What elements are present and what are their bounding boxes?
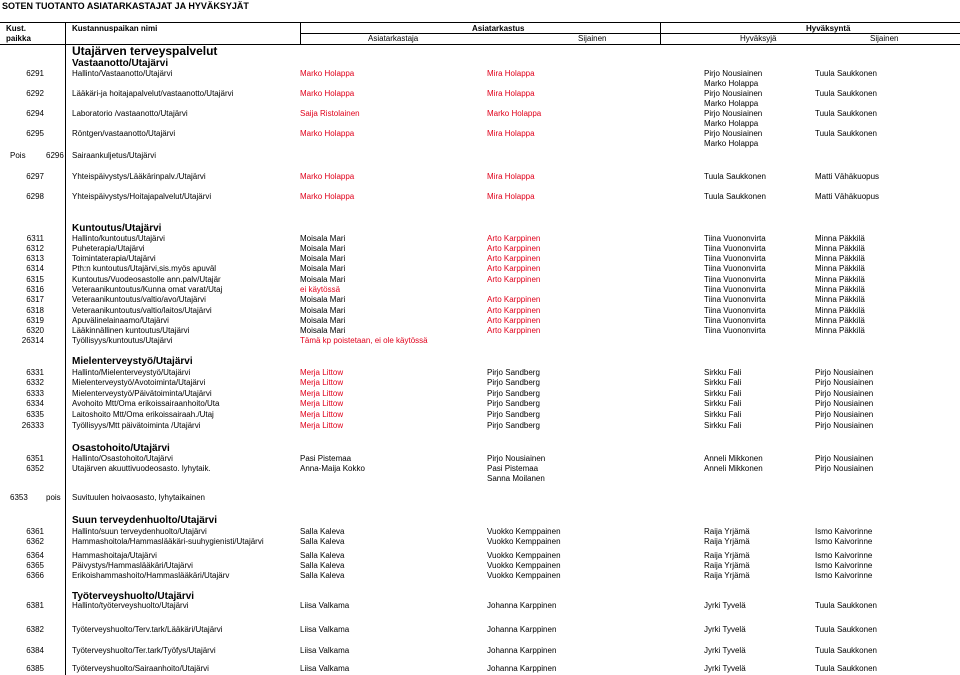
row-asiatarkastaja: Moisala Mari: [300, 326, 346, 335]
section-kuntoutus: Kuntoutus/Utajärvi: [72, 223, 162, 234]
row-code: 6366: [26, 571, 44, 580]
row-sijainen-2: Minna Päkkilä: [815, 306, 865, 315]
row-name: Hallinto/Osastohoito/Utajärvi: [72, 454, 173, 463]
header-kust: Kust.: [6, 24, 26, 33]
row-name: Hallinto/työterveyshuolto/Utajärvi: [72, 601, 189, 610]
row-sijainen-1: Arto Karppinen: [487, 295, 541, 304]
row-sijainen-2: Pirjo Nousiainen: [815, 464, 874, 473]
row-hyvaksyja: Jyrki Tyvelä: [704, 646, 746, 655]
row-sijainen-2: Ismo Kaivorinne: [815, 551, 873, 560]
row-sijainen-2: Pirjo Nousiainen: [815, 454, 874, 463]
row-name: Puheterapia/Utajärvi: [72, 244, 145, 253]
row-sijainen-2: Minna Päkkilä: [815, 275, 865, 284]
row-sijainen-1: Pirjo Sandberg: [487, 399, 540, 408]
row-hyvaksyja: Sirkku Fali: [704, 378, 742, 387]
row-code: 6351: [26, 454, 44, 463]
row-sijainen-1: Arto Karppinen: [487, 244, 541, 253]
row-hyvaksyja: Anneli Mikkonen: [704, 464, 763, 473]
row-name: Toimintaterapia/Utajärvi: [72, 254, 156, 263]
row-asiatarkastaja: Marko Holappa: [300, 129, 355, 138]
row-hyvaksyja-2: Marko Holappa: [704, 139, 759, 148]
header-asiatarkastus-rule: [300, 33, 660, 34]
header-hyvaksynta: Hyväksyntä: [806, 24, 851, 33]
row-code: 6294: [26, 109, 44, 118]
row-code: 6320: [26, 326, 44, 335]
row-hyvaksyja: Tiina Vuononvirta: [704, 244, 766, 253]
row-hyvaksyja: Raija Yrjämä: [704, 561, 750, 570]
row-sijainen-2: Pirjo Nousiainen: [815, 378, 874, 387]
row-hyvaksyja: Tiina Vuononvirta: [704, 234, 766, 243]
row-sijainen-1: Vuokko Kemppainen: [487, 537, 561, 546]
row-sijainen-2: Tuula Saukkonen: [815, 69, 877, 78]
row-pois: pois: [46, 493, 61, 502]
row-sijainen-2: Tuula Saukkonen: [815, 109, 877, 118]
column-divider-code: [65, 22, 66, 675]
row-hyvaksyja: Pirjo Nousiainen: [704, 109, 763, 118]
column-divider-asiatarkastus: [300, 22, 301, 44]
row-asiatarkastaja: Salla Kaleva: [300, 571, 345, 580]
row-code: 6381: [26, 601, 44, 610]
row-asiatarkastaja: Moisala Mari: [300, 264, 346, 273]
row-sijainen-1: Arto Karppinen: [487, 234, 541, 243]
row-hyvaksyja: Tiina Vuononvirta: [704, 326, 766, 335]
row-asiatarkastaja: Liisa Valkama: [300, 646, 350, 655]
row-sijainen-1: Pirjo Sandberg: [487, 368, 540, 377]
row-asiatarkastaja: Moisala Mari: [300, 316, 346, 325]
row-name: Hallinto/Mielenterveystyö/Utajärvi: [72, 368, 191, 377]
row-asiatarkastaja: Merja Littow: [300, 421, 344, 430]
row-asiatarkastaja: Moisala Mari: [300, 306, 346, 315]
row-sijainen-2: Tuula Saukkonen: [815, 89, 877, 98]
row-name: Veteraanikuntoutus/Kunna omat varat/Utaj: [72, 285, 223, 294]
row-hyvaksyja-2: Marko Holappa: [704, 99, 759, 108]
row-sijainen-2: Tuula Saukkonen: [815, 625, 877, 634]
row-sijainen-1: Pirjo Sandberg: [487, 389, 540, 398]
row-code: 6361: [26, 527, 44, 536]
row-code: 6312: [26, 244, 44, 253]
row-sijainen-2: Ismo Kaivorinne: [815, 527, 873, 536]
row-code: 6319: [26, 316, 44, 325]
section-mielenterveys: Mielenterveystyö/Utajärvi: [72, 356, 193, 367]
row-name: Työllisyys/Mtt päivätoiminta /Utajärvi: [72, 421, 201, 430]
row-asiatarkastaja: Tämä kp poistetaan, ei ole käytössä: [300, 336, 428, 345]
row-asiatarkastaja: Salla Kaleva: [300, 537, 345, 546]
row-asiatarkastaja: Salla Kaleva: [300, 561, 345, 570]
row-hyvaksyja-2: Marko Holappa: [704, 119, 759, 128]
row-sijainen-2: Minna Päkkilä: [815, 254, 865, 263]
row-name: Suvituulen hoivaosasto, lyhytaikainen: [72, 493, 205, 502]
header-sijainen-2: Sijainen: [870, 34, 899, 43]
row-sijainen-2: Minna Päkkilä: [815, 244, 865, 253]
row-sijainen-1: Mira Holappa: [487, 69, 535, 78]
row-name: Lääkäri-ja hoitajapalvelut/vastaanotto/Utajärvi: [72, 89, 234, 98]
row-asiatarkastaja: Salla Kaleva: [300, 527, 345, 536]
row-sijainen-1b: Sanna Moilanen: [487, 474, 545, 483]
row-asiatarkastaja: Marko Holappa: [300, 172, 355, 181]
row-name: Yhteispäivystys/Lääkärinpalv./Utajärvi: [72, 172, 206, 181]
row-sijainen-1: Vuokko Kemppainen: [487, 527, 561, 536]
header-top-rule: [0, 22, 960, 23]
header-paikka: paikka: [6, 34, 31, 43]
row-hyvaksyja: Jyrki Tyvelä: [704, 625, 746, 634]
row-name: Mielenterveystyö/Avotoiminta/Utajärvi: [72, 378, 206, 387]
row-name: Hammashoitaja/Utajärvi: [72, 551, 157, 560]
row-code: 6295: [26, 129, 44, 138]
row-code: 6297: [26, 172, 44, 181]
row-asiatarkastaja: Marko Holappa: [300, 89, 355, 98]
row-sijainen-2: Ismo Kaivorinne: [815, 571, 873, 580]
row-sijainen-2: Tuula Saukkonen: [815, 646, 877, 655]
row-code: 6352: [26, 464, 44, 473]
row-hyvaksyja: Anneli Mikkonen: [704, 454, 763, 463]
row-hyvaksyja: Sirkku Fali: [704, 421, 742, 430]
row-hyvaksyja: Jyrki Tyvelä: [704, 601, 746, 610]
row-sijainen-2: Pirjo Nousiainen: [815, 410, 874, 419]
row-pois: Pois: [10, 151, 26, 160]
row-code: 6298: [26, 192, 44, 201]
row-sijainen-1: Johanna Karppinen: [487, 601, 557, 610]
row-sijainen-1: Pirjo Nousiainen: [487, 454, 546, 463]
row-asiatarkastaja: Liisa Valkama: [300, 601, 350, 610]
row-name: Utajärven akuuttivuodeosasto. lyhytaik.: [72, 464, 211, 473]
row-code: 6335: [26, 410, 44, 419]
row-sijainen-2: Matti Vähäkuopus: [815, 172, 880, 181]
page-title: SOTEN TUOTANTO ASIATARKASTAJAT JA HYVÄKSYJÄT: [2, 1, 249, 11]
row-asiatarkastaja: Moisala Mari: [300, 234, 346, 243]
row-code: 6362: [26, 537, 44, 546]
column-divider-hyvaksynta: [660, 22, 661, 44]
row-code: 6317: [26, 295, 44, 304]
row-code: 26314: [21, 336, 44, 345]
row-asiatarkastaja: Marko Holappa: [300, 69, 355, 78]
row-asiatarkastaja: Merja Littow: [300, 410, 344, 419]
row-sijainen-1: Arto Karppinen: [487, 264, 541, 273]
row-name: Mielenterveystyö/Päivätoiminta/Utajärvi: [72, 389, 212, 398]
row-sijainen-2: Pirjo Nousiainen: [815, 389, 874, 398]
row-code: 6296: [46, 151, 64, 160]
row-sijainen-1: Mira Holappa: [487, 172, 535, 181]
row-name: Hallinto/suun terveydenhuolto/Utajärvi: [72, 527, 207, 536]
row-code: 6384: [26, 646, 44, 655]
row-hyvaksyja: Tiina Vuononvirta: [704, 316, 766, 325]
row-asiatarkastaja: Marko Holappa: [300, 192, 355, 201]
row-asiatarkastaja: Moisala Mari: [300, 244, 346, 253]
header-asiatarkastus: Asiatarkastus: [472, 24, 525, 33]
row-hyvaksyja: Tiina Vuononvirta: [704, 275, 766, 284]
row-code: 26333: [21, 421, 44, 430]
row-name: Työllisyys/kuntoutus/Utajärvi: [72, 336, 173, 345]
row-hyvaksyja: Tiina Vuononvirta: [704, 306, 766, 315]
row-hyvaksyja: Sirkku Fali: [704, 410, 742, 419]
row-code: 6316: [26, 285, 44, 294]
row-asiatarkastaja: Liisa Valkama: [300, 625, 350, 634]
row-hyvaksyja: Pirjo Nousiainen: [704, 89, 763, 98]
row-code: 6292: [26, 89, 44, 98]
row-sijainen-1: Arto Karppinen: [487, 275, 541, 284]
row-sijainen-1: Vuokko Kemppainen: [487, 551, 561, 560]
row-sijainen-2: Tuula Saukkonen: [815, 601, 877, 610]
row-sijainen-2: Minna Päkkilä: [815, 234, 865, 243]
row-code: 6353: [10, 493, 28, 502]
row-sijainen-1: Mira Holappa: [487, 129, 535, 138]
row-code: 6365: [26, 561, 44, 570]
row-sijainen-1: Mira Holappa: [487, 89, 535, 98]
row-name: Apuvälinelainaamo/Utajärvi: [72, 316, 169, 325]
row-sijainen-2: Tuula Saukkonen: [815, 129, 877, 138]
row-name: Laitoshoito Mtt/Oma erikoissairaah./Utaj: [72, 410, 214, 419]
section-vastaanotto: Vastaanotto/Utajärvi: [72, 58, 169, 69]
row-hyvaksyja: Sirkku Fali: [704, 389, 742, 398]
row-hyvaksyja: Jyrki Tyvelä: [704, 664, 746, 673]
row-code: 6382: [26, 625, 44, 634]
row-sijainen-2: Minna Päkkilä: [815, 326, 865, 335]
row-name: Pth:n kuntoutus/Utajärvi,sis.myös apuväl: [72, 264, 217, 273]
row-sijainen-1: Johanna Karppinen: [487, 664, 557, 673]
row-hyvaksyja-2: Marko Holappa: [704, 79, 759, 88]
header-sijainen-1: Sijainen: [578, 34, 607, 43]
row-hyvaksyja: Tiina Vuononvirta: [704, 254, 766, 263]
unit-title: Utajärven terveyspalvelut: [72, 44, 218, 58]
row-sijainen-1: Pirjo Sandberg: [487, 421, 540, 430]
row-asiatarkastaja: Merja Littow: [300, 378, 344, 387]
row-hyvaksyja: Tiina Vuononvirta: [704, 285, 766, 294]
header-hyvaksynta-rule: [660, 33, 960, 34]
row-name: Sairaankuljetus/Utajärvi: [72, 151, 157, 160]
row-code: 6332: [26, 378, 44, 387]
row-name: Hallinto/kuntoutus/Utajärvi: [72, 234, 165, 243]
row-hyvaksyja: Pirjo Nousiainen: [704, 129, 763, 138]
row-sijainen-2: Pirjo Nousiainen: [815, 421, 874, 430]
row-sijainen-1: Pasi Pistemaa: [487, 464, 539, 473]
row-sijainen-2: Minna Päkkilä: [815, 316, 865, 325]
row-name: Työterveyshuolto/Sairaanhoito/Utajärvi: [72, 664, 209, 673]
row-name: Yhteispäivystys/Hoitajapalvelut/Utajärvi: [72, 192, 212, 201]
row-name: Hammashoitola/Hammaslääkäri-suuhygienisti/Utajärvi: [72, 537, 264, 546]
section-osastohoito: Osastohoito/Utajärvi: [72, 443, 170, 454]
row-sijainen-2: Tuula Saukkonen: [815, 664, 877, 673]
row-asiatarkastaja: Salla Kaleva: [300, 551, 345, 560]
row-code: 6318: [26, 306, 44, 315]
header-asiatarkastaja: Asiatarkastaja: [368, 34, 419, 43]
row-asiatarkastaja: Saija Ristolainen: [300, 109, 360, 118]
row-name: Työterveyshuolto/Terv.tark/Lääkäri/Utajärvi: [72, 625, 223, 634]
row-code: 6364: [26, 551, 44, 560]
row-sijainen-1: Johanna Karppinen: [487, 646, 557, 655]
row-asiatarkastaja: Merja Littow: [300, 389, 344, 398]
row-asiatarkastaja: Anna-Maija Kokko: [300, 464, 365, 473]
row-hyvaksyja: Sirkku Fali: [704, 399, 742, 408]
row-sijainen-1: Mira Holappa: [487, 192, 535, 201]
row-hyvaksyja: Tiina Vuononvirta: [704, 264, 766, 273]
row-name: Kuntoutus/Vuodeosastolle ann.palv/Utajär: [72, 275, 221, 284]
row-sijainen-2: Pirjo Nousiainen: [815, 368, 874, 377]
row-name: Työterveyshuolto/Ter.tark/Työfys/Utajärvi: [72, 646, 216, 655]
row-code: 6385: [26, 664, 44, 673]
row-sijainen-2: Ismo Kaivorinne: [815, 561, 873, 570]
row-name: Hallinto/Vastaanotto/Utajärvi: [72, 69, 173, 78]
row-hyvaksyja: Tiina Vuononvirta: [704, 295, 766, 304]
row-name: Lääkinnällinen kuntoutus/Utajärvi: [72, 326, 190, 335]
row-code: 6314: [26, 264, 44, 273]
row-name: Veteraanikuntoutus/valtio/laitos/Utajärvi: [72, 306, 212, 315]
row-hyvaksyja: Tuula Saukkonen: [704, 192, 766, 201]
row-sijainen-2: Ismo Kaivorinne: [815, 537, 873, 546]
row-asiatarkastaja: Moisala Mari: [300, 254, 346, 263]
header-hyvaksyja: Hyväksyjä: [740, 34, 777, 43]
row-asiatarkastaja: ei käytössä: [300, 285, 341, 294]
section-suun: Suun terveydenhuolto/Utajärvi: [72, 515, 218, 526]
row-sijainen-2: Minna Päkkilä: [815, 295, 865, 304]
row-hyvaksyja: Raija Yrjämä: [704, 571, 750, 580]
row-hyvaksyja: Raija Yrjämä: [704, 537, 750, 546]
row-sijainen-1: Pirjo Sandberg: [487, 410, 540, 419]
row-sijainen-1: Arto Karppinen: [487, 326, 541, 335]
header-nimi: Kustannuspaikan nimi: [72, 24, 158, 33]
row-sijainen-1: Vuokko Kemppainen: [487, 571, 561, 580]
row-sijainen-1: Arto Karppinen: [487, 306, 541, 315]
section-tyoterveys: Työterveyshuolto/Utajärvi: [72, 591, 195, 602]
row-asiatarkastaja: Liisa Valkama: [300, 664, 350, 673]
row-hyvaksyja: Raija Yrjämä: [704, 551, 750, 560]
row-asiatarkastaja: Moisala Mari: [300, 275, 346, 284]
row-asiatarkastaja: Merja Littow: [300, 399, 344, 408]
row-hyvaksyja: Tuula Saukkonen: [704, 172, 766, 181]
row-hyvaksyja: Pirjo Nousiainen: [704, 69, 763, 78]
row-sijainen-2: Matti Vähäkuopus: [815, 192, 880, 201]
row-hyvaksyja: Sirkku Fali: [704, 368, 742, 377]
row-name: Laboratorio /vastaanotto/Utajärvi: [72, 109, 188, 118]
row-code: 6313: [26, 254, 44, 263]
row-code: 6315: [26, 275, 44, 284]
row-hyvaksyja: Raija Yrjämä: [704, 527, 750, 536]
row-name: Päivystys/Hammaslääkäri/Utajärvi: [72, 561, 193, 570]
row-name: Veteraanikuntoutus/valtio/avo/Utajärvi: [72, 295, 206, 304]
row-asiatarkastaja: Pasi Pistemaa: [300, 454, 352, 463]
row-code: 6333: [26, 389, 44, 398]
row-sijainen-1: Vuokko Kemppainen: [487, 561, 561, 570]
row-asiatarkastaja: Moisala Mari: [300, 295, 346, 304]
row-sijainen-1: Arto Karppinen: [487, 254, 541, 263]
row-code: 6291: [26, 69, 44, 78]
row-sijainen-2: Minna Päkkilä: [815, 264, 865, 273]
row-name: Erikoishammashoito/Hammaslääkäri/Utajärv: [72, 571, 230, 580]
row-code: 6331: [26, 368, 44, 377]
row-sijainen-2: Pirjo Nousiainen: [815, 399, 874, 408]
row-code: 6334: [26, 399, 44, 408]
row-name: Avohoito Mtt/Oma erikoissairaanhoito/Uta: [72, 399, 220, 408]
row-sijainen-1: Marko Holappa: [487, 109, 542, 118]
row-sijainen-1: Johanna Karppinen: [487, 625, 557, 634]
row-asiatarkastaja: Merja Littow: [300, 368, 344, 377]
row-code: 6311: [26, 234, 44, 243]
row-name: Röntgen/vastaanotto/Utajärvi: [72, 129, 176, 138]
row-sijainen-1: Pirjo Sandberg: [487, 378, 540, 387]
row-sijainen-2: Minna Päkkilä: [815, 285, 865, 294]
row-sijainen-1: Arto Karppinen: [487, 316, 541, 325]
